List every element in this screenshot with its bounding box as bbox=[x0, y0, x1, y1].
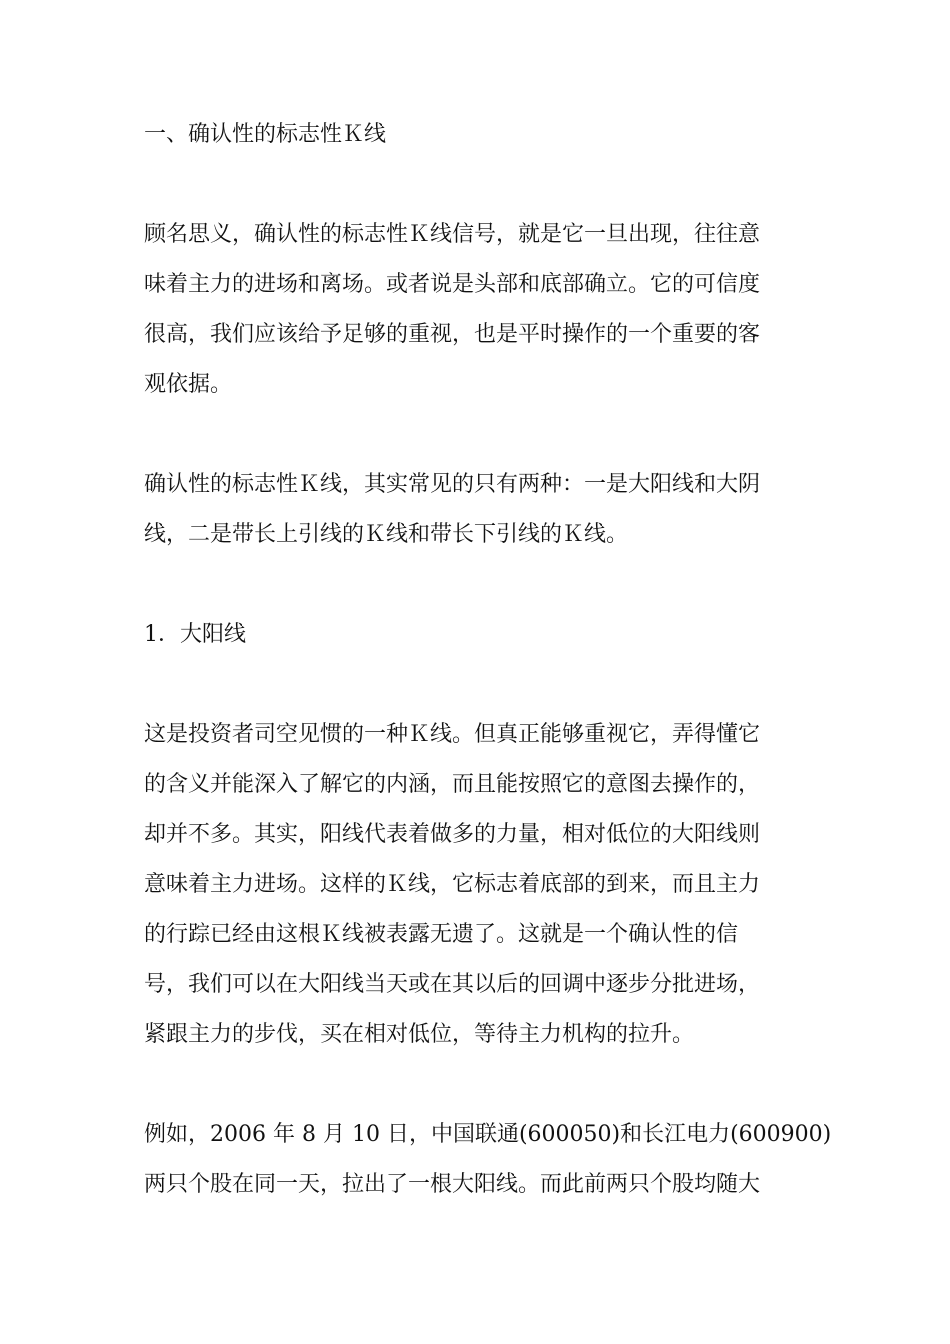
text-line: 紧跟主力的步伐，买在相对低位，等待主力机构的拉升。 bbox=[144, 1022, 695, 1047]
text-line: 意味着主力进场。这样的Ｋ线，它标志着底部的到来，而且主力 bbox=[144, 872, 761, 897]
text-line: 很高，我们应该给予足够的重视，也是平时操作的一个重要的客 bbox=[144, 322, 761, 347]
section-title: 一、确认性的标志性Ｋ线 bbox=[144, 122, 387, 147]
text-line: 观依据。 bbox=[144, 372, 233, 397]
text-line: 却并不多。其实，阳线代表着做多的力量，相对低位的大阳线则 bbox=[144, 822, 761, 847]
text-line: 例如，2006 年 8 月 10 日，中国联通(600050)和长江电力(600900) bbox=[144, 1122, 832, 1147]
text-line: 这是投资者司空见惯的一种Ｋ线。但真正能够重视它，弄得懂它 bbox=[144, 722, 761, 747]
text-line: 确认性的标志性Ｋ线，其实常见的只有两种：一是大阳线和大阴 bbox=[144, 472, 761, 497]
paragraph-big-yang-line bbox=[144, 710, 810, 1060]
text-line: 线，二是带长上引线的Ｋ线和带长下引线的Ｋ线。 bbox=[144, 522, 629, 547]
text-line: 顾名思义，确认性的标志性Ｋ线信号，就是它一旦出现，往往意 bbox=[144, 222, 761, 247]
text-line: 两只个股在同一天，拉出了一根大阳线。而此前两只个股均随大 bbox=[144, 1172, 761, 1197]
paragraph-definition bbox=[144, 210, 810, 410]
document-page bbox=[144, 110, 832, 1260]
paragraph-types bbox=[144, 460, 810, 560]
text-line: 味着主力的进场和离场。或者说是头部和底部确立。它的可信度 bbox=[144, 272, 761, 297]
paragraph-example bbox=[144, 1110, 832, 1210]
text-line: 的含义并能深入了解它的内涵，而且能按照它的意图去操作的， bbox=[144, 772, 761, 797]
text-line: 的行踪已经由这根Ｋ线被表露无遗了。这就是一个确认性的信 bbox=[144, 922, 739, 947]
subsection-title: 1．大阳线 bbox=[144, 622, 246, 647]
text-line: 号，我们可以在大阳线当天或在其以后的回调中逐步分批进场， bbox=[144, 972, 761, 997]
